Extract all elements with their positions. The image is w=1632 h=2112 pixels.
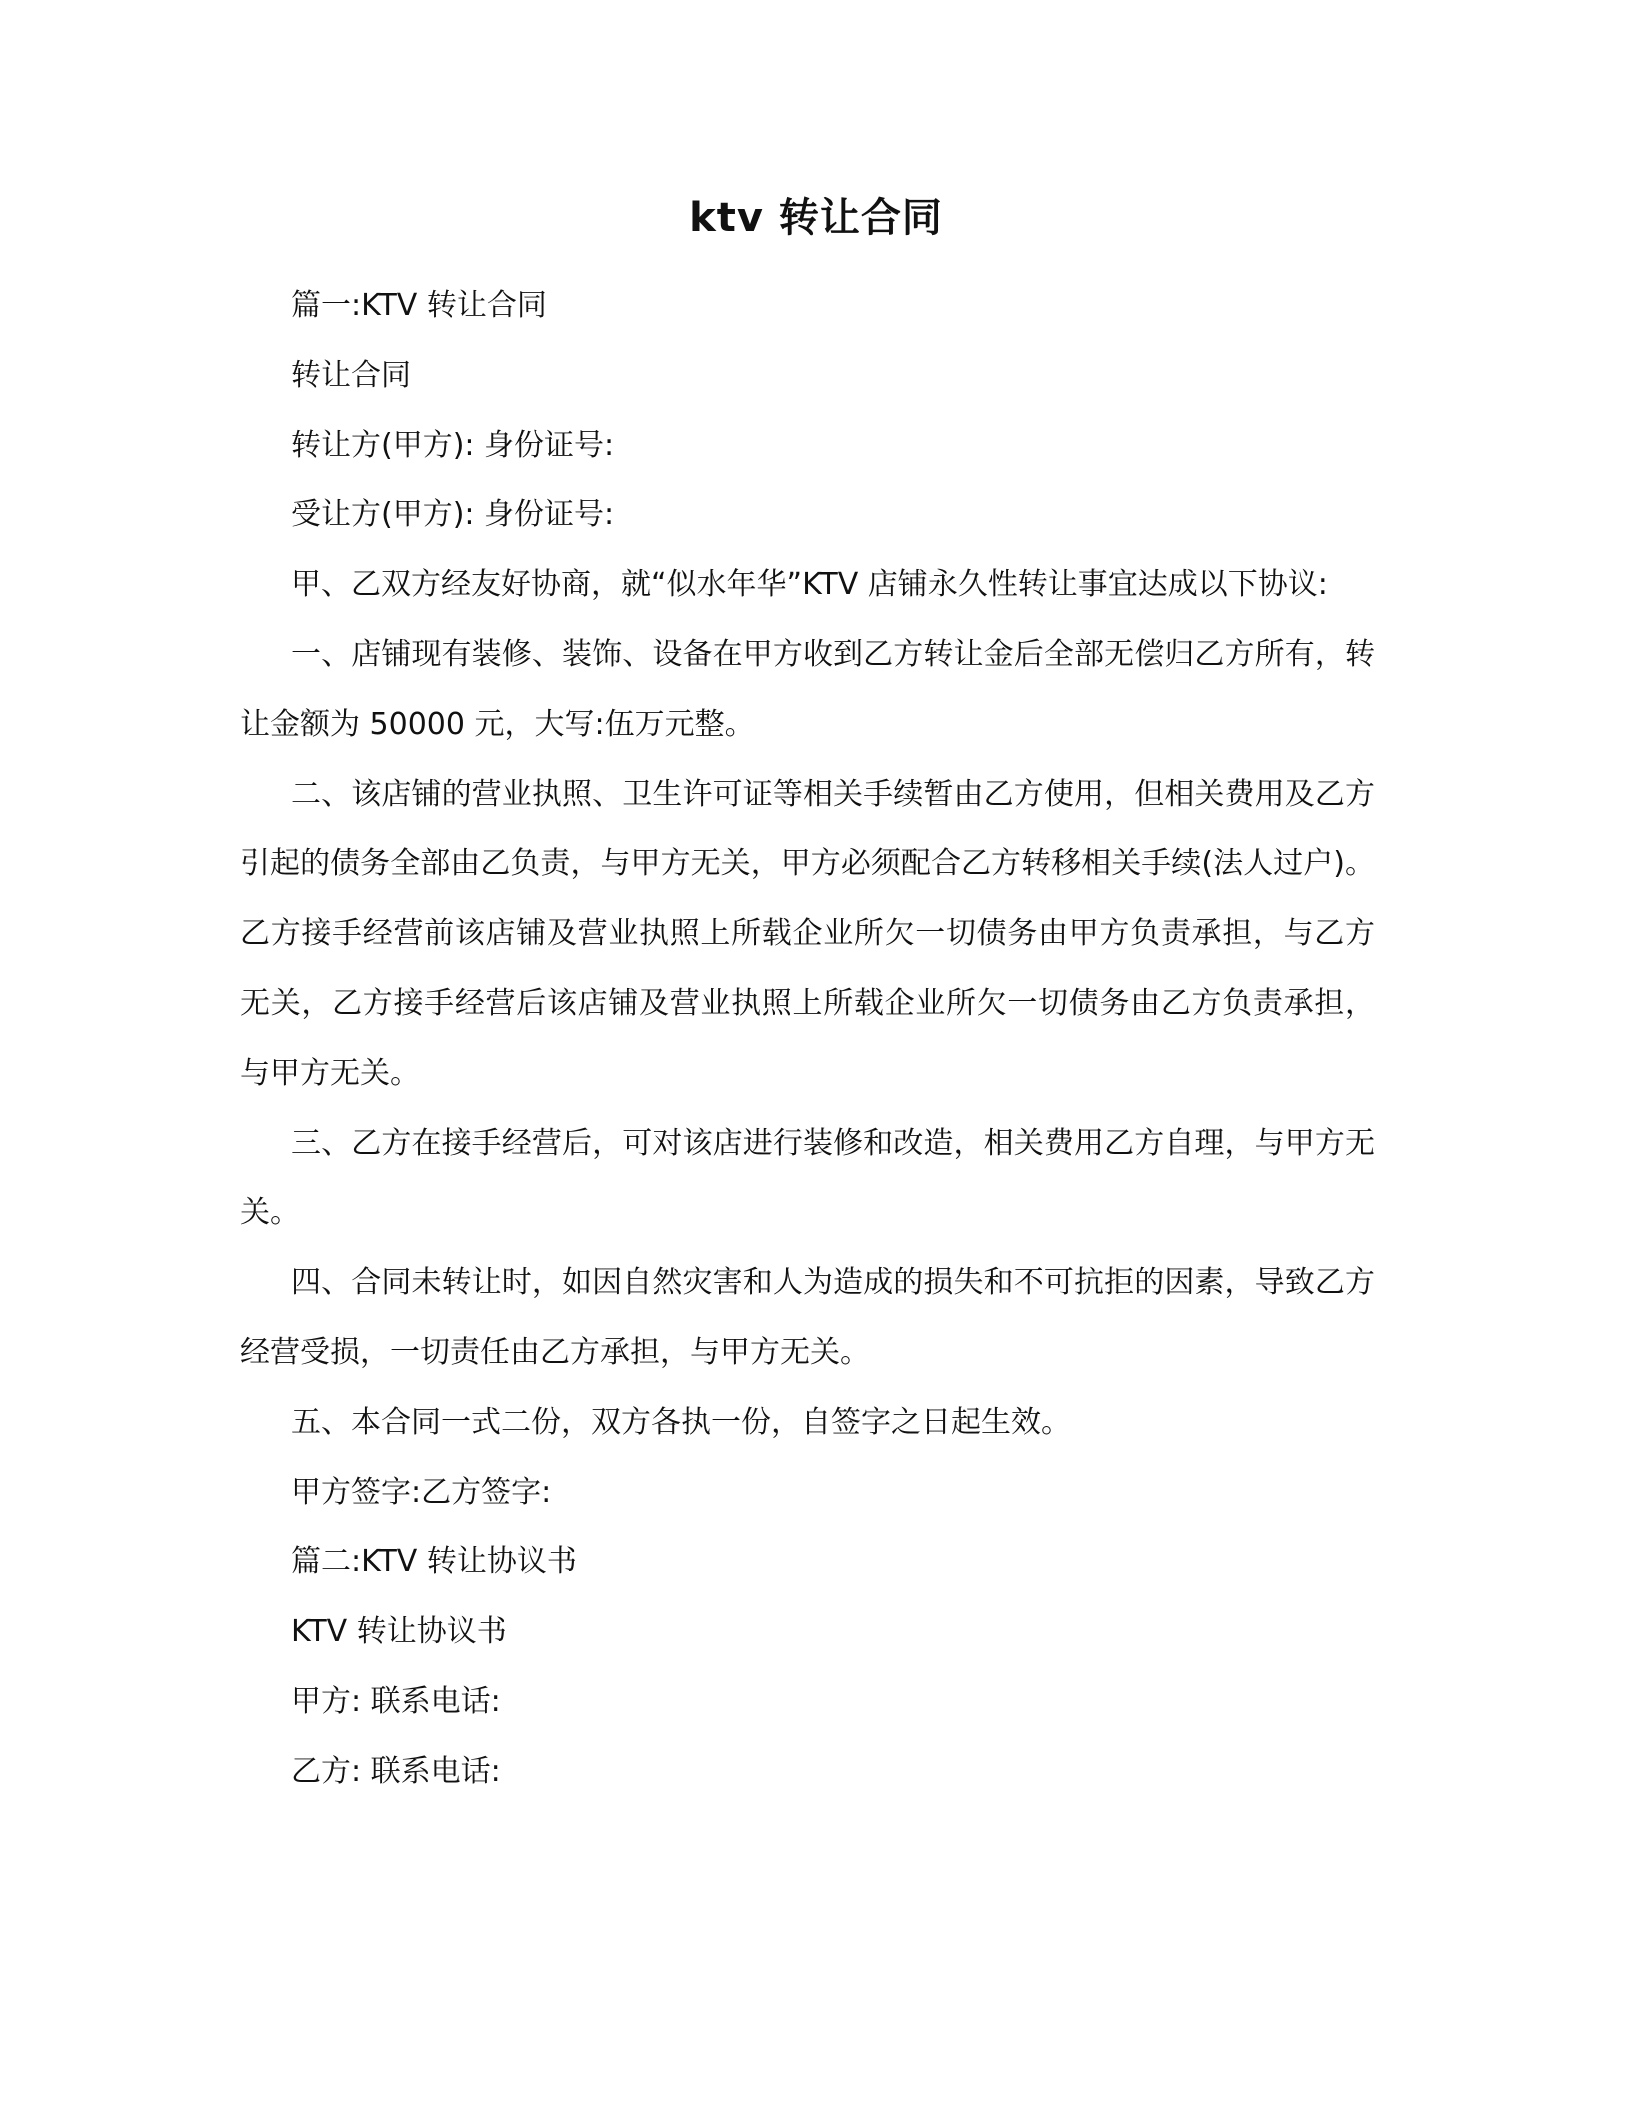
- section-heading-part-two: 篇二:KTV 转让协议书: [291, 1544, 577, 1580]
- contract-subtitle: 转让合同: [291, 357, 411, 393]
- clause-two: 二、该店铺的营业执照、卫生许可证等相关手续暂由乙方使用，但相关费用及乙方引起的债务全部由乙负责，与甲方无关，甲方必须配合乙方转移相关手续(法人过户)。乙方接手经营前该店铺及营业执照上所载企业所欠一切债务由甲方负责承担，与乙方无关，乙方接手经营后该店铺及营业执照上所载企业所欠一切债务由乙方负责承担，与甲方无关。: [240, 776, 1375, 1091]
- clause-three: 三、乙方在接手经营后，可对该店进行装修和改造，相关费用乙方自理，与甲方无关。: [240, 1125, 1375, 1231]
- document-title: ktv 转让合同: [689, 195, 943, 241]
- agreement-subtitle: KTV 转让协议书: [291, 1614, 507, 1650]
- party-b-contact-line: 乙方: 联系电话:: [291, 1753, 501, 1789]
- agreement-preamble: 甲、乙双方经友好协商，就“似水年华”KTV 店铺永久性转让事宜达成以下协议:: [291, 567, 1328, 603]
- document-body: [240, 271, 1375, 1807]
- party-a-contact-line: 甲方: 联系电话:: [291, 1683, 501, 1719]
- clause-five: 五、本合同一式二份，双方各执一份，自签字之日起生效。: [291, 1404, 1071, 1440]
- section-heading-part-one: 篇一:KTV 转让合同: [291, 288, 547, 323]
- clause-four: 四、合同未转让时，如因自然灾害和人为造成的损失和不可抗拒的因素，导致乙方经营受损，一切责任由乙方承担，与甲方无关。: [240, 1265, 1375, 1370]
- transferor-line: 转让方(甲方): 身份证号:: [291, 427, 615, 463]
- transferee-line: 受让方(甲方): 身份证号:: [291, 497, 615, 533]
- signature-line: 甲方签字:乙方签字:: [291, 1474, 552, 1510]
- clause-one: 一、店铺现有装修、装饰、设备在甲方收到乙方转让金后全部无偿归乙方所有，转让金额为 50000 元，大写:伍万元整。: [240, 636, 1375, 742]
